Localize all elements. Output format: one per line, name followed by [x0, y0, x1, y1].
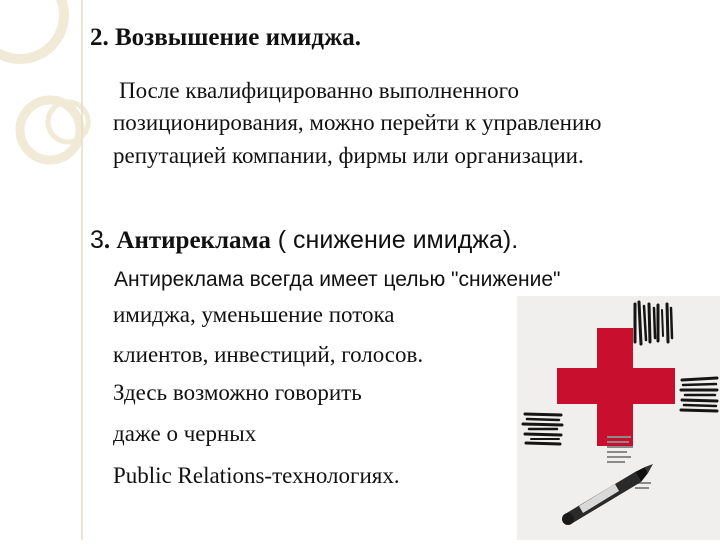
- section3-line-5: даже о черных: [113, 421, 257, 446]
- anti-advertising-poster: [517, 296, 720, 540]
- section3-line-4: Здесь возможно говорить: [113, 380, 362, 405]
- red-cross-poster-icon: [517, 296, 720, 540]
- section3-subtitle: ( снижение имиджа).: [270, 226, 519, 254]
- section3-line-2: имиджа, уменьшение потока: [113, 302, 395, 327]
- section2-heading: 2. Возвышение имиджа.: [90, 24, 361, 51]
- section3-line-1: Антиреклама всегда имеет целью "снижение": [114, 268, 561, 291]
- red-cross-icon: [557, 328, 675, 446]
- section3-line-6: Public Relations-технологиях.: [113, 463, 400, 488]
- section3-number: 3: [90, 226, 104, 254]
- decorative-rings: [0, 0, 88, 160]
- section3-line-3: клиентов, инвестиций, голосов.: [113, 342, 424, 367]
- section2-line-2: позиционирования, можно перейти к управлению: [113, 110, 602, 135]
- section2-line-3: репутацией компании, фирмы или организации.: [113, 143, 584, 168]
- marker-pen-icon: [562, 464, 653, 525]
- section3-title: . Антиреклама: [103, 227, 271, 254]
- section2-line-1: После квалифицированно выполненного: [119, 78, 520, 103]
- section3-heading: [90, 226, 518, 255]
